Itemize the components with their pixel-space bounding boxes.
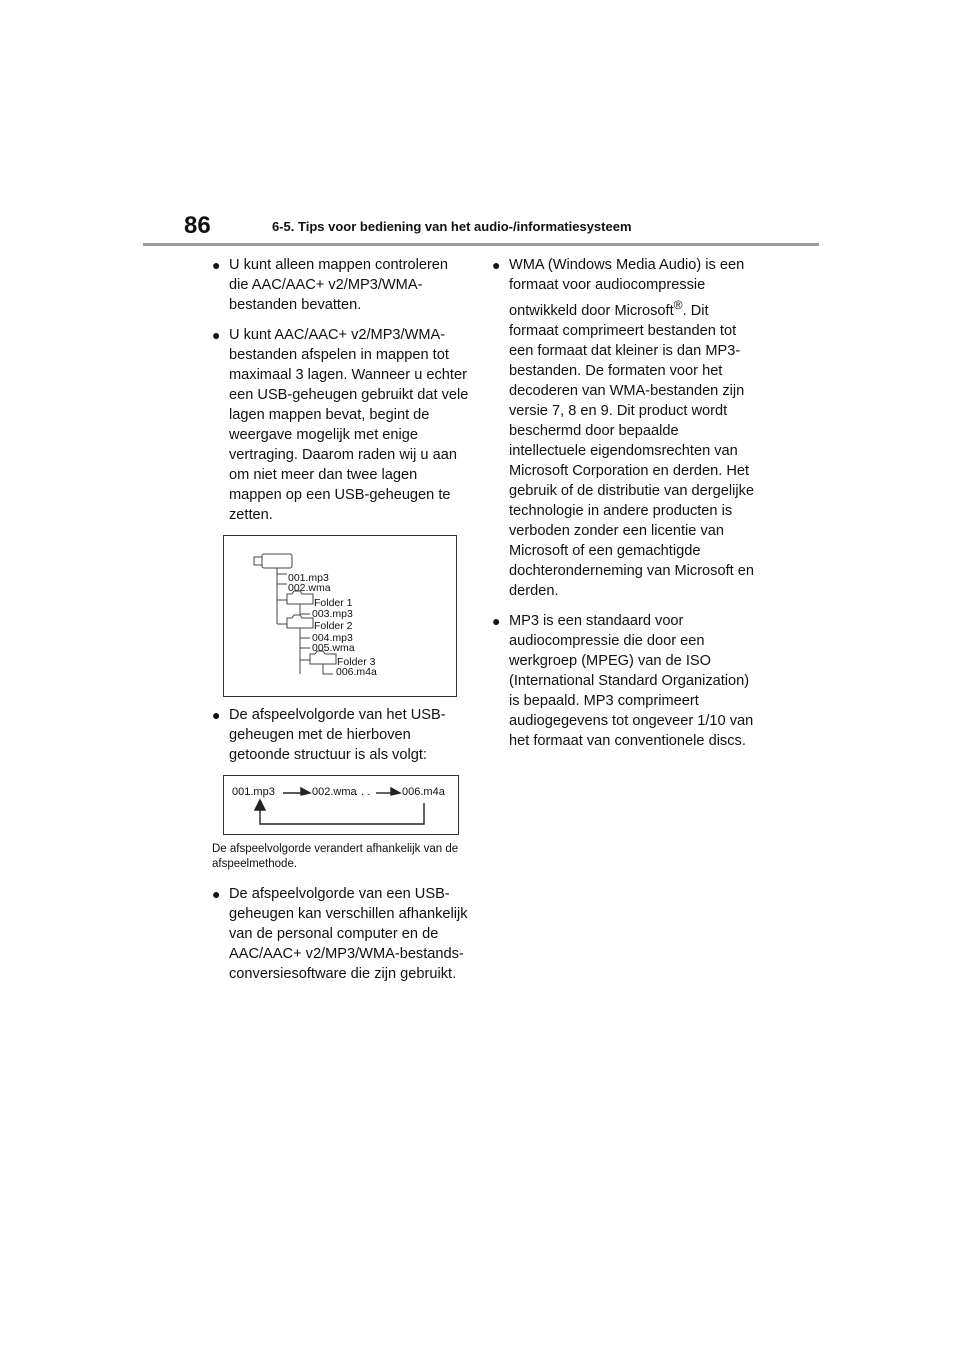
bullet-dot-icon: ● [212, 707, 221, 723]
page-number: 86 [184, 212, 211, 239]
bullet-text: De afspeelvolgorde van het USB-geheugen met de hierboven getoonde structuur is als volgt: [229, 707, 446, 763]
order-ellipsis: . . . [355, 786, 371, 798]
bullet-item [212, 884, 470, 984]
wma-text-end: . Dit formaat comprimeert bestanden tot een formaat dat kleiner is dan MP3-bestanden. De formaten voor het decoderen van WMA-bestanden zijn versie 7, 8 en 9. Dit product wordt beschermd door bepaalde intellectuele eigendomsrechten van Microsoft Corporation en derden. Het gebruik of de distributie van dergelijke technologie in andere producten is verboden zonder een licentie van Microsoft of een gemachtigde dochteronderneming van Microsoft en derden. [509, 302, 754, 599]
bullet-item [212, 255, 470, 315]
bullet-text: De afspeelvolgorde van een USB-geheugen kan verschillen afhankelijk van de personal computer en de AAC/AAC+ v2/MP3/WMA-bestands-conversiesoftware die zijn gebruikt. [229, 886, 468, 982]
left-column [212, 255, 470, 994]
order-first-label: 001.mp3 [232, 786, 275, 798]
order-second-label: 002.wma [312, 786, 357, 798]
playback-order-diagram [223, 775, 459, 835]
tree-folder-label: Folder 1 [314, 597, 353, 609]
order-last-label: 006.m4a [402, 786, 445, 798]
folder-tree-diagram [223, 535, 457, 697]
bullet-dot-icon: ● [492, 257, 501, 273]
tree-file-label: 003.mp3 [312, 608, 353, 620]
section-title: 6-5. Tips voor bediening van het audio-/informatiesysteem [272, 219, 632, 234]
bullet-text: U kunt AAC/AAC+ v2/MP3/WMA-bestanden afspelen in mappen tot maximaal 3 lagen. Wanneer u echter een USB-geheugen gebruikt dat vele lagen mappen bevat, begint de weergave mogelijk met enige vertraging. Daarom raden wij u aan om niet meer dan twee lagen mappen op een USB-geheugen te zetten. [229, 327, 469, 523]
tree-file-label: 004.mp3 [312, 632, 353, 644]
bullet-item [492, 255, 754, 601]
bullet-text: U kunt alleen mappen controleren die AAC/AAC+ v2/MP3/WMA-bestanden bevatten. [229, 257, 449, 313]
bullet-dot-icon: ● [212, 327, 221, 343]
tree-file-label: 005.wma [312, 642, 355, 654]
figure-caption: De afspeelvolgorde verandert afhankelijk van de afspeelmethode. [212, 843, 459, 870]
bullet-item [212, 325, 470, 525]
bullet-dot-icon: ● [212, 257, 221, 273]
bullet-dot-icon: ● [492, 612, 501, 629]
tree-file-label: 001.mp3 [288, 572, 329, 584]
wma-text-start: WMA (Windows Media Audio) is een formaat voor audiocompressie ontwikkeld door Microsoft [509, 257, 745, 319]
tree-folder-label: Folder 3 [337, 656, 376, 668]
bullet-text [509, 255, 754, 601]
right-column [492, 255, 754, 761]
bullet-item [492, 611, 754, 751]
tree-folder-label: Folder 2 [314, 620, 353, 632]
bullet-dot-icon: ● [212, 886, 221, 902]
header-rule [143, 243, 819, 246]
bullet-text: MP3 is een standaard voor audiocompressie die door een werkgroep (MPEG) van de ISO (International Standard Organization) is bepaald. MP3 comprimeert audiogegevens tot ongeveer 1/10 van het formaat van conventionele discs. [509, 612, 754, 749]
registered-mark: ® [673, 298, 683, 312]
tree-file-label: 002.wma [288, 582, 331, 594]
bullet-item [212, 705, 470, 765]
tree-file-label: 006.m4a [336, 666, 377, 678]
playback-arrows [224, 776, 458, 834]
